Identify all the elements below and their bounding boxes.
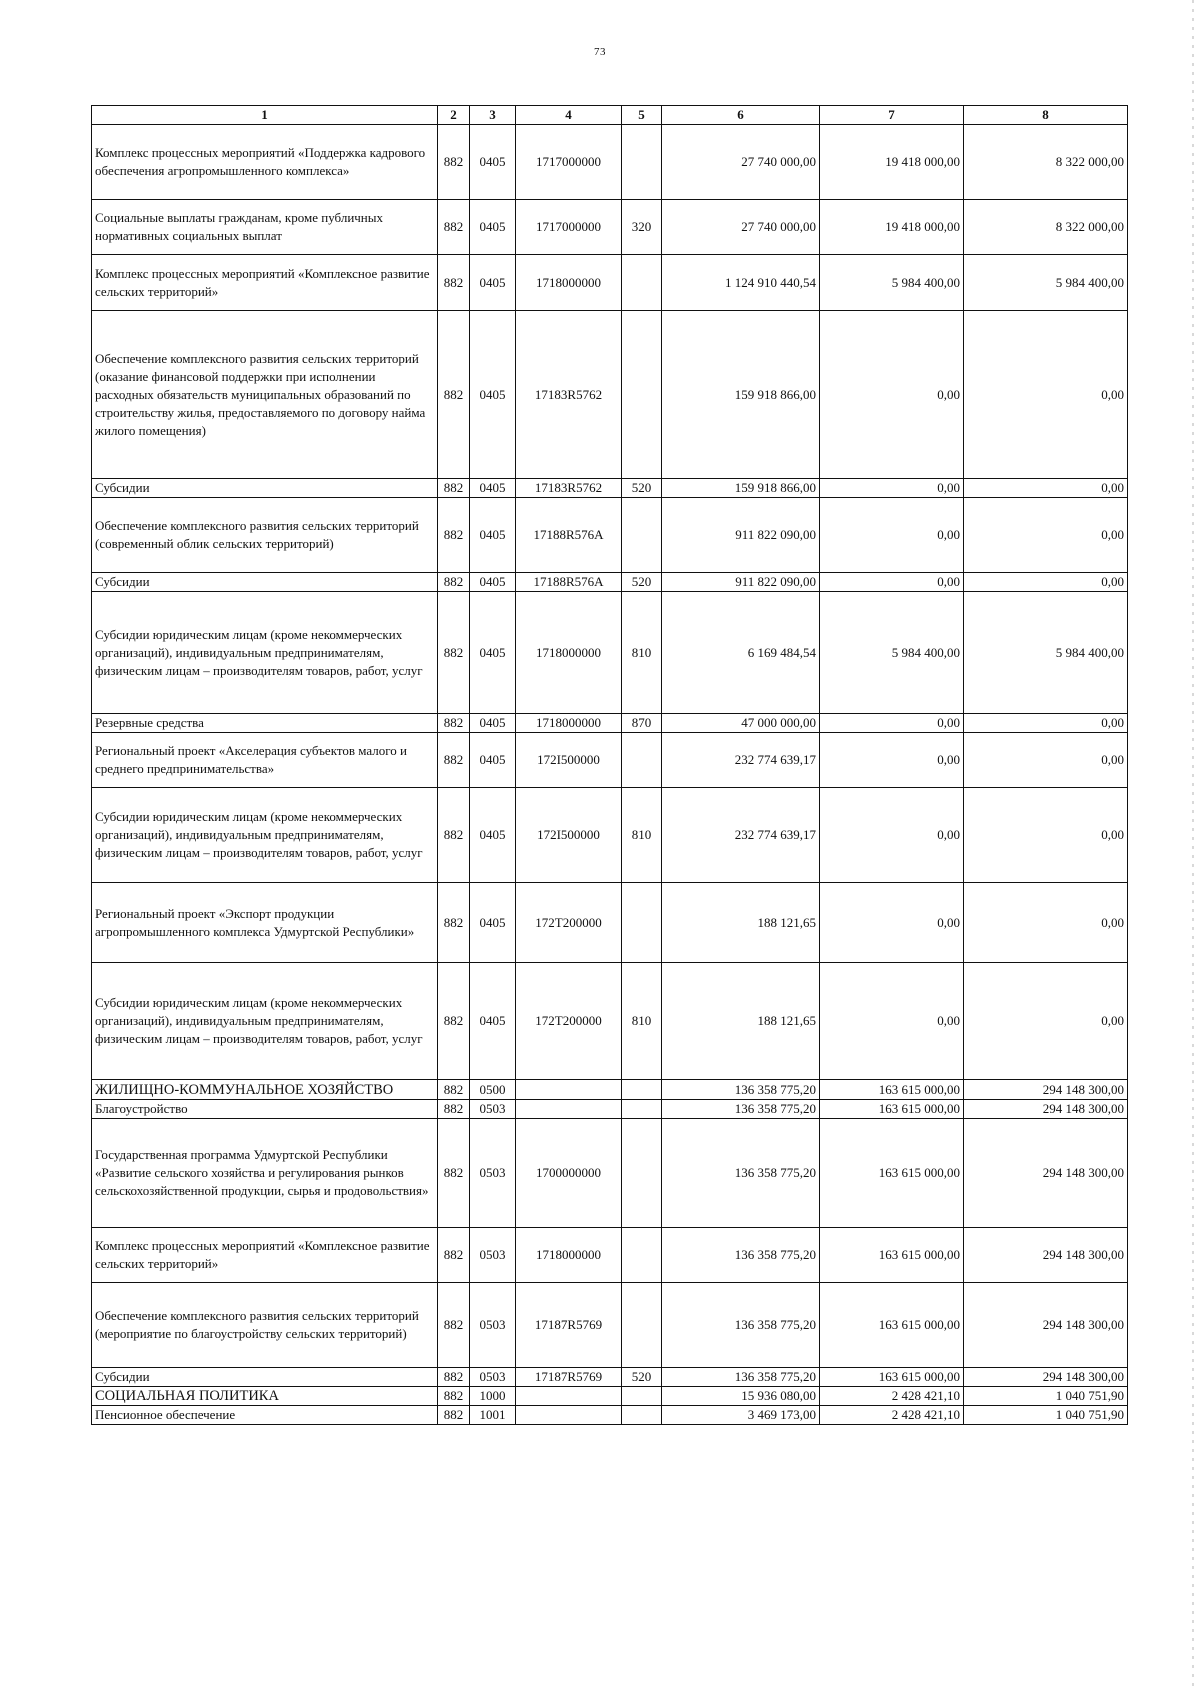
- row-expense-type: [622, 1228, 662, 1283]
- row-section-code: 0500: [470, 1080, 516, 1100]
- table-row: [92, 592, 1128, 714]
- row-section-code: 0405: [470, 714, 516, 733]
- table-row: [92, 498, 1128, 573]
- row-amount-col6: 911 822 090,00: [662, 498, 820, 573]
- row-name: Обеспечение комплексного развития сельских территорий (современный облик сельских территорий): [92, 498, 438, 573]
- col-header-5: 5: [622, 106, 662, 125]
- row-amount-col8: 1 040 751,90: [964, 1406, 1128, 1425]
- budget-table: [91, 105, 1128, 1425]
- row-amount-col6: 159 918 866,00: [662, 479, 820, 498]
- row-name: Региональный проект «Экспорт продукции агропромышленного комплекса Удмуртской Республики»: [92, 883, 438, 963]
- row-target-article: 1718000000: [516, 592, 622, 714]
- row-target-article: 172I500000: [516, 788, 622, 883]
- row-expense-type: 520: [622, 479, 662, 498]
- row-amount-col6: 136 358 775,20: [662, 1228, 820, 1283]
- row-amount-col8: 0,00: [964, 311, 1128, 479]
- row-target-article: 17187R5769: [516, 1283, 622, 1368]
- row-expense-type: 870: [622, 714, 662, 733]
- row-grbs-code: 882: [438, 1406, 470, 1425]
- row-name: Резервные средства: [92, 714, 438, 733]
- row-amount-col8: 0,00: [964, 498, 1128, 573]
- row-grbs-code: 882: [438, 592, 470, 714]
- row-amount-col8: 294 148 300,00: [964, 1119, 1128, 1228]
- row-grbs-code: 882: [438, 1228, 470, 1283]
- table-row: [92, 573, 1128, 592]
- row-amount-col7: 163 615 000,00: [820, 1283, 964, 1368]
- table-body: [92, 125, 1128, 1425]
- row-target-article: [516, 1387, 622, 1406]
- row-amount-col8: 0,00: [964, 479, 1128, 498]
- table-row: [92, 1080, 1128, 1100]
- row-amount-col7: 163 615 000,00: [820, 1100, 964, 1119]
- row-grbs-code: 882: [438, 125, 470, 200]
- row-amount-col7: 0,00: [820, 311, 964, 479]
- row-amount-col7: 2 428 421,10: [820, 1406, 964, 1425]
- row-amount-col7: 0,00: [820, 479, 964, 498]
- row-amount-col8: 0,00: [964, 788, 1128, 883]
- row-grbs-code: 882: [438, 1119, 470, 1228]
- row-section-code: 0405: [470, 592, 516, 714]
- row-section-code: 1001: [470, 1406, 516, 1425]
- row-name: Субсидии: [92, 573, 438, 592]
- row-section-code: 0503: [470, 1119, 516, 1228]
- row-name: Субсидии: [92, 1368, 438, 1387]
- row-expense-type: [622, 1406, 662, 1425]
- row-name: Субсидии юридическим лицам (кроме некоммерческих организаций), индивидуальным предпринимателям, физическим лицам – производителям товаров, работ, услуг: [92, 963, 438, 1080]
- table-row: [92, 1387, 1128, 1406]
- table-row: [92, 311, 1128, 479]
- table-row: [92, 1368, 1128, 1387]
- row-expense-type: [622, 1080, 662, 1100]
- row-amount-col8: 8 322 000,00: [964, 125, 1128, 200]
- row-amount-col8: 0,00: [964, 733, 1128, 788]
- row-name: Обеспечение комплексного развития сельских территорий (оказание финансовой поддержки при исполнении расходных обязательств муниципальных образований по строительству жилья, предоставляемого по договору найма жилого помещения): [92, 311, 438, 479]
- table-row: [92, 1119, 1128, 1228]
- col-header-2: 2: [438, 106, 470, 125]
- row-name: Комплекс процессных мероприятий «Комплексное развитие сельских территорий»: [92, 255, 438, 311]
- row-amount-col7: 0,00: [820, 963, 964, 1080]
- row-expense-type: 320: [622, 200, 662, 255]
- row-section-code: 0405: [470, 479, 516, 498]
- table-row: [92, 479, 1128, 498]
- table-row: [92, 1100, 1128, 1119]
- row-amount-col7: 163 615 000,00: [820, 1368, 964, 1387]
- table-row: [92, 963, 1128, 1080]
- row-name: Государственная программа Удмуртской Республики «Развитие сельского хозяйства и регулирования рынков сельскохозяйственной продукции, сырья и продовольствия»: [92, 1119, 438, 1228]
- row-amount-col7: 0,00: [820, 573, 964, 592]
- row-name: Региональный проект «Акселерация субъектов малого и среднего предпринимательства»: [92, 733, 438, 788]
- row-amount-col7: 163 615 000,00: [820, 1119, 964, 1228]
- table-row: [92, 1406, 1128, 1425]
- row-amount-col8: 1 040 751,90: [964, 1387, 1128, 1406]
- row-target-article: 1718000000: [516, 255, 622, 311]
- row-target-article: 1717000000: [516, 200, 622, 255]
- row-expense-type: 810: [622, 592, 662, 714]
- row-target-article: 17183R5762: [516, 311, 622, 479]
- col-header-4: 4: [516, 106, 622, 125]
- row-amount-col6: 911 822 090,00: [662, 573, 820, 592]
- row-expense-type: [622, 1119, 662, 1228]
- row-amount-col8: 294 148 300,00: [964, 1368, 1128, 1387]
- col-header-1: 1: [92, 106, 438, 125]
- table-row: [92, 883, 1128, 963]
- row-amount-col8: 0,00: [964, 883, 1128, 963]
- row-target-article: 172T200000: [516, 963, 622, 1080]
- row-amount-col8: 5 984 400,00: [964, 255, 1128, 311]
- row-amount-col6: 136 358 775,20: [662, 1368, 820, 1387]
- row-amount-col8: 294 148 300,00: [964, 1228, 1128, 1283]
- row-name: Субсидии юридическим лицам (кроме некоммерческих организаций), индивидуальным предпринимателям, физическим лицам – производителям товаров, работ, услуг: [92, 788, 438, 883]
- row-expense-type: [622, 1283, 662, 1368]
- row-amount-col8: 0,00: [964, 573, 1128, 592]
- row-expense-type: [622, 733, 662, 788]
- row-section-code: 0405: [470, 963, 516, 1080]
- row-amount-col6: 6 169 484,54: [662, 592, 820, 714]
- row-expense-type: [622, 1387, 662, 1406]
- row-grbs-code: 882: [438, 1368, 470, 1387]
- row-section-code: 0405: [470, 311, 516, 479]
- row-name: Субсидии юридическим лицам (кроме некоммерческих организаций), индивидуальным предпринимателям, физическим лицам – производителям товаров, работ, услуг: [92, 592, 438, 714]
- row-expense-type: [622, 498, 662, 573]
- row-section-code: 0503: [470, 1283, 516, 1368]
- row-amount-col8: 294 148 300,00: [964, 1283, 1128, 1368]
- row-grbs-code: 882: [438, 573, 470, 592]
- table-row: [92, 125, 1128, 200]
- table-row: [92, 733, 1128, 788]
- row-section-code: 0503: [470, 1100, 516, 1119]
- row-target-article: 1717000000: [516, 125, 622, 200]
- row-grbs-code: 882: [438, 733, 470, 788]
- row-amount-col6: 232 774 639,17: [662, 733, 820, 788]
- row-expense-type: 520: [622, 573, 662, 592]
- row-amount-col7: 5 984 400,00: [820, 592, 964, 714]
- col-header-6: 6: [662, 106, 820, 125]
- row-amount-col6: 1 124 910 440,54: [662, 255, 820, 311]
- table-row: [92, 788, 1128, 883]
- table-row: [92, 714, 1128, 733]
- row-amount-col7: 19 418 000,00: [820, 125, 964, 200]
- row-amount-col7: 0,00: [820, 498, 964, 573]
- row-target-article: 172I500000: [516, 733, 622, 788]
- row-section-code: 0405: [470, 788, 516, 883]
- row-expense-type: [622, 255, 662, 311]
- col-header-8: 8: [964, 106, 1128, 125]
- row-expense-type: [622, 1100, 662, 1119]
- row-amount-col6: 232 774 639,17: [662, 788, 820, 883]
- row-expense-type: 810: [622, 963, 662, 1080]
- row-target-article: [516, 1080, 622, 1100]
- row-expense-type: 810: [622, 788, 662, 883]
- page-number: 73: [594, 46, 606, 58]
- row-section-code: 0405: [470, 573, 516, 592]
- row-grbs-code: 882: [438, 311, 470, 479]
- row-amount-col6: 27 740 000,00: [662, 125, 820, 200]
- row-name: Обеспечение комплексного развития сельских территорий (мероприятие по благоустройству сельских территорий): [92, 1283, 438, 1368]
- row-name: Социальные выплаты гражданам, кроме публичных нормативных социальных выплат: [92, 200, 438, 255]
- col-header-3: 3: [470, 106, 516, 125]
- row-amount-col6: 188 121,65: [662, 963, 820, 1080]
- row-name: Субсидии: [92, 479, 438, 498]
- row-target-article: 1718000000: [516, 1228, 622, 1283]
- col-header-7: 7: [820, 106, 964, 125]
- row-amount-col7: 19 418 000,00: [820, 200, 964, 255]
- row-target-article: 17188R576A: [516, 498, 622, 573]
- row-target-article: 17188R576A: [516, 573, 622, 592]
- row-amount-col7: 2 428 421,10: [820, 1387, 964, 1406]
- row-amount-col6: 27 740 000,00: [662, 200, 820, 255]
- row-amount-col7: 0,00: [820, 788, 964, 883]
- row-amount-col6: 47 000 000,00: [662, 714, 820, 733]
- table-row: [92, 1283, 1128, 1368]
- row-name: Благоустройство: [92, 1100, 438, 1119]
- row-grbs-code: 882: [438, 1100, 470, 1119]
- row-target-article: [516, 1100, 622, 1119]
- table-row: [92, 200, 1128, 255]
- row-amount-col7: 5 984 400,00: [820, 255, 964, 311]
- row-name: Пенсионное обеспечение: [92, 1406, 438, 1425]
- row-target-article: 17187R5769: [516, 1368, 622, 1387]
- row-expense-type: [622, 883, 662, 963]
- row-grbs-code: 882: [438, 479, 470, 498]
- row-target-article: 17183R5762: [516, 479, 622, 498]
- row-section-code: 0503: [470, 1368, 516, 1387]
- row-grbs-code: 882: [438, 255, 470, 311]
- row-section-code: 0503: [470, 1228, 516, 1283]
- row-amount-col6: 136 358 775,20: [662, 1080, 820, 1100]
- row-amount-col6: 188 121,65: [662, 883, 820, 963]
- row-section-code: 0405: [470, 733, 516, 788]
- row-grbs-code: 882: [438, 1387, 470, 1406]
- row-amount-col7: 163 615 000,00: [820, 1228, 964, 1283]
- row-grbs-code: 882: [438, 883, 470, 963]
- row-grbs-code: 882: [438, 200, 470, 255]
- table-row: [92, 1228, 1128, 1283]
- row-expense-type: [622, 311, 662, 479]
- row-amount-col6: 136 358 775,20: [662, 1283, 820, 1368]
- row-name: ЖИЛИЩНО-КОММУНАЛЬНОЕ ХОЗЯЙСТВО: [92, 1080, 438, 1100]
- row-grbs-code: 882: [438, 1283, 470, 1368]
- row-grbs-code: 882: [438, 714, 470, 733]
- row-name: СОЦИАЛЬНАЯ ПОЛИТИКА: [92, 1387, 438, 1406]
- row-amount-col6: 15 936 080,00: [662, 1387, 820, 1406]
- row-grbs-code: 882: [438, 963, 470, 1080]
- row-amount-col7: 0,00: [820, 883, 964, 963]
- row-amount-col8: 5 984 400,00: [964, 592, 1128, 714]
- row-section-code: 0405: [470, 200, 516, 255]
- row-grbs-code: 882: [438, 788, 470, 883]
- row-section-code: 0405: [470, 498, 516, 573]
- row-target-article: 1700000000: [516, 1119, 622, 1228]
- row-target-article: 1718000000: [516, 714, 622, 733]
- row-section-code: 0405: [470, 125, 516, 200]
- row-amount-col6: 136 358 775,20: [662, 1100, 820, 1119]
- row-amount-col7: 163 615 000,00: [820, 1080, 964, 1100]
- row-amount-col6: 136 358 775,20: [662, 1119, 820, 1228]
- row-target-article: [516, 1406, 622, 1425]
- row-section-code: 0405: [470, 255, 516, 311]
- row-section-code: 0405: [470, 883, 516, 963]
- row-name: Комплекс процессных мероприятий «Комплексное развитие сельских территорий»: [92, 1228, 438, 1283]
- row-name: Комплекс процессных мероприятий «Поддержка кадрового обеспечения агропромышленного комплекса»: [92, 125, 438, 200]
- row-amount-col8: 294 148 300,00: [964, 1080, 1128, 1100]
- row-amount-col7: 0,00: [820, 733, 964, 788]
- row-section-code: 1000: [470, 1387, 516, 1406]
- row-amount-col8: 294 148 300,00: [964, 1100, 1128, 1119]
- table-row: [92, 255, 1128, 311]
- row-amount-col8: 8 322 000,00: [964, 200, 1128, 255]
- scan-edge-decoration: [1192, 0, 1194, 1686]
- column-number-row: [92, 106, 1128, 125]
- row-target-article: 172T200000: [516, 883, 622, 963]
- row-grbs-code: 882: [438, 1080, 470, 1100]
- row-amount-col6: 159 918 866,00: [662, 311, 820, 479]
- row-amount-col6: 3 469 173,00: [662, 1406, 820, 1425]
- row-expense-type: 520: [622, 1368, 662, 1387]
- row-amount-col8: 0,00: [964, 963, 1128, 1080]
- row-amount-col8: 0,00: [964, 714, 1128, 733]
- row-amount-col7: 0,00: [820, 714, 964, 733]
- row-expense-type: [622, 125, 662, 200]
- row-grbs-code: 882: [438, 498, 470, 573]
